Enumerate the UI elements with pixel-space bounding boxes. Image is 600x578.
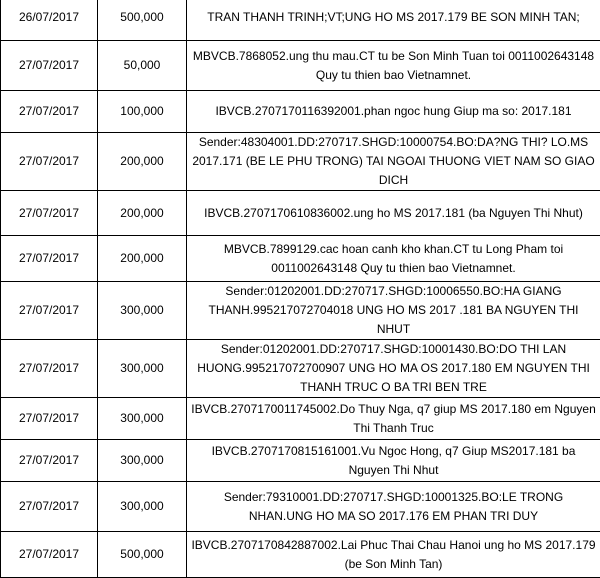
date-cell: 27/07/2017 xyxy=(1,398,98,440)
date-cell: 27/07/2017 xyxy=(1,41,98,91)
date-cell: 27/07/2017 xyxy=(1,91,98,133)
date-cell: 26/07/2017 xyxy=(1,0,98,41)
amount-cell: 200,000 xyxy=(98,191,187,236)
description-cell: IBVCB.2707170011745002.Do Thuy Nga, q7 giup MS 2017.180 em Nguyen Thi Thanh Truc xyxy=(187,398,600,440)
table-row xyxy=(1,440,600,482)
date-cell: 27/07/2017 xyxy=(1,282,98,340)
table-row xyxy=(1,236,600,282)
date-cell: 27/07/2017 xyxy=(1,482,98,532)
date-cell: 27/07/2017 xyxy=(1,440,98,482)
date-cell: 27/07/2017 xyxy=(1,191,98,236)
table-row xyxy=(1,282,600,340)
amount-cell: 300,000 xyxy=(98,282,187,340)
description-cell: Sender:48304001.DD:270717.SHGD:10000754.BO:DA?NG THI? LO.MS 2017.171 (BE LE PHU TRONG) TAI NGOAI THUONG VIET NAM SO GIAO DICH xyxy=(187,133,600,191)
description-cell: Sender:01202001.DD:270717.SHGD:10006550.BO:HA GIANG THANH.995217072704018 UNG HO MS 2017 .181 BA NGUYEN THI NHUT xyxy=(187,282,600,340)
amount-cell: 300,000 xyxy=(98,482,187,532)
description-cell: IBVCB.2707170815161001.Vu Ngoc Hong, q7 Giup MS2017.181 ba Nguyen Thi Nhut xyxy=(187,440,600,482)
date-cell: 27/07/2017 xyxy=(1,340,98,398)
date-cell: 27/07/2017 xyxy=(1,532,98,578)
amount-cell: 300,000 xyxy=(98,398,187,440)
date-cell: 27/07/2017 xyxy=(1,133,98,191)
description-cell: IBVCB.2707170116392001.phan ngoc hung Giup ma so: 2017.181 xyxy=(187,91,600,133)
description-cell: MBVCB.7868052.ung thu mau.CT tu be Son Minh Tuan toi 0011002643148 Quy tu thien bao Vietnamnet. xyxy=(187,41,600,91)
description-cell: IBVCB.2707170610836002.ung ho MS 2017.181 (ba Nguyen Thi Nhut) xyxy=(187,191,600,236)
description-cell: TRAN THANH TRINH;VT;UNG HO MS 2017.179 BE SON MINH TAN; xyxy=(187,0,600,41)
table-row xyxy=(1,91,600,133)
table-row xyxy=(1,41,600,91)
table-row xyxy=(1,398,600,440)
table-row xyxy=(1,340,600,398)
amount-cell: 300,000 xyxy=(98,340,187,398)
description-cell: Sender:01202001.DD:270717.SHGD:10001430.BO:DO THI LAN HUONG.995217072700907 UNG HO MA OS 2017.180 EM NGUYEN THI THANH TRUC O BA TRI BEN TRE xyxy=(187,340,600,398)
table-row xyxy=(1,482,600,532)
table-row xyxy=(1,0,600,41)
amount-cell: 300,000 xyxy=(98,440,187,482)
description-cell: Sender:79310001.DD:270717.SHGD:10001325.BO:LE TRONG NHAN.UNG HO MA SO 2017.176 EM PHAN TRI DUY xyxy=(187,482,600,532)
amount-cell: 200,000 xyxy=(98,236,187,282)
description-cell: MBVCB.7899129.cac hoan canh kho khan.CT tu Long Pham toi 0011002643148 Quy tu thien bao Vietnamnet. xyxy=(187,236,600,282)
amount-cell: 100,000 xyxy=(98,91,187,133)
description-cell: IBVCB.2707170842887002.Lai Phuc Thai Chau Hanoi ung ho MS 2017.179 (be Son Minh Tan) xyxy=(187,532,600,578)
table-row xyxy=(1,532,600,578)
date-cell: 27/07/2017 xyxy=(1,236,98,282)
table-row xyxy=(1,191,600,236)
amount-cell: 500,000 xyxy=(98,532,187,578)
amount-cell: 200,000 xyxy=(98,133,187,191)
amount-cell: 50,000 xyxy=(98,41,187,91)
table-row xyxy=(1,133,600,191)
amount-cell: 500,000 xyxy=(98,0,187,41)
